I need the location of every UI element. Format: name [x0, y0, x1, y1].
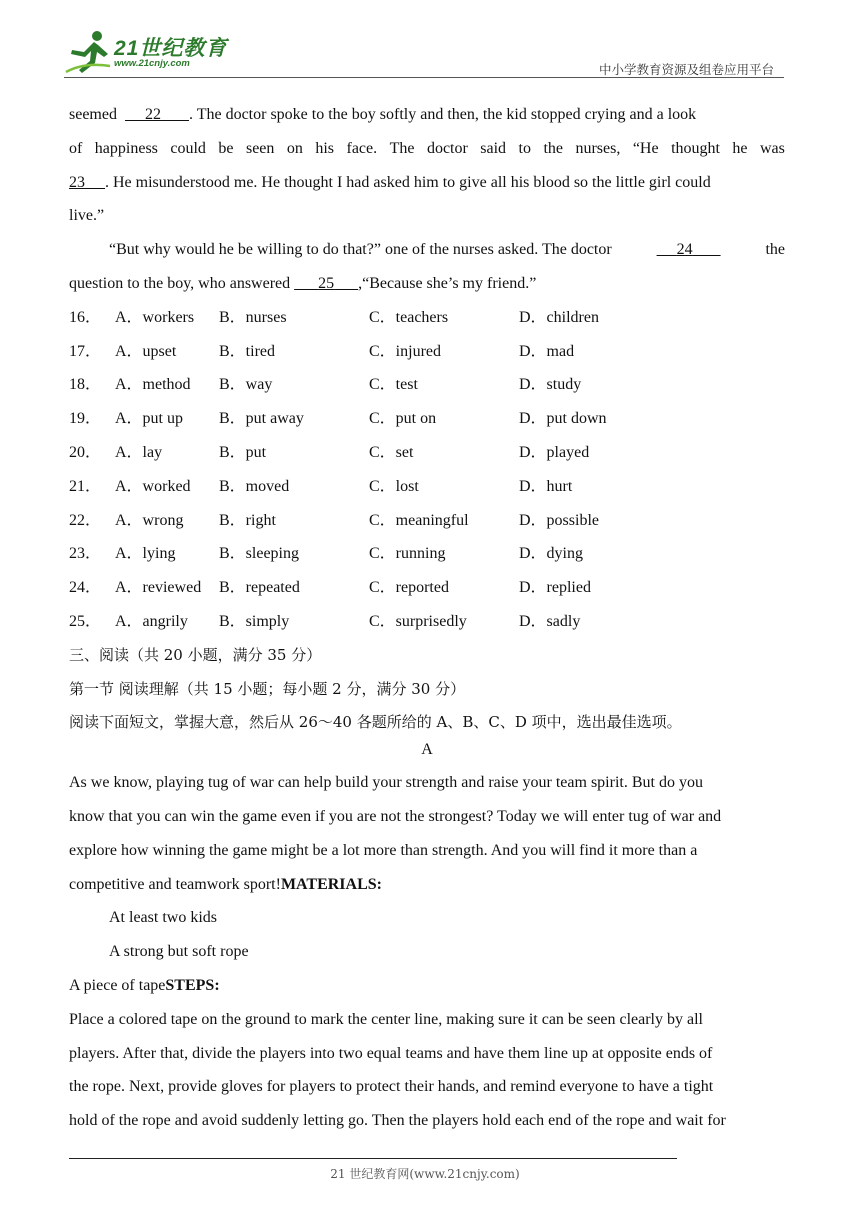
- word: be: [218, 139, 234, 157]
- option-d: D．study: [519, 376, 582, 394]
- option-b: B．moved: [219, 477, 290, 495]
- section-title: 三、阅读（共 20 小题，满分 35 分）: [69, 645, 322, 664]
- option-row: [69, 537, 785, 571]
- option-d: D．mad: [519, 342, 575, 360]
- word: he: [732, 139, 748, 157]
- option-a: A．worked: [115, 477, 191, 495]
- passage-line-2: [69, 132, 785, 166]
- option-c: C．meaningful: [369, 511, 469, 529]
- option-d: D．replied: [519, 579, 591, 597]
- option-c: C．reported: [369, 579, 449, 597]
- option-d: D．sadly: [519, 612, 581, 630]
- option-row: [69, 301, 785, 335]
- option-c: C．test: [369, 376, 418, 394]
- question-number: 22．: [69, 511, 102, 529]
- option-a: A．put up: [115, 410, 184, 428]
- word: face.: [346, 139, 378, 157]
- word: thought: [671, 139, 720, 157]
- material-item: A strong but soft rope: [109, 943, 249, 961]
- passage-line-5: “But why would he be willing to do that?” one of the nurses asked. The doctor 24 the: [69, 233, 785, 267]
- passage-line-1: seemed 22 . The doctor spoke to the boy softly and then, the kid stopped crying and a look: [69, 106, 697, 123]
- footer-divider: [69, 1158, 677, 1159]
- word: nurses,: [575, 139, 621, 157]
- runner-logo-icon: [64, 30, 112, 74]
- option-d: D．put down: [519, 410, 607, 428]
- option-row: [69, 402, 785, 436]
- blank-22: 22: [144, 106, 161, 123]
- footer-text: 21 世纪教育网(www.21cnjy.com): [330, 1167, 520, 1181]
- question-number: 23．: [69, 545, 102, 563]
- steps-line-2: players. After that, divide the players into two equal teams and have them line up at opposite ends of: [69, 1044, 713, 1062]
- word: of: [69, 139, 83, 157]
- option-b: B．put: [219, 443, 267, 461]
- question-number: 25．: [69, 612, 102, 630]
- word: was: [760, 139, 785, 157]
- option-d: D．children: [519, 308, 599, 326]
- material-item: A piece of tapeSTEPS:: [69, 976, 220, 994]
- passage-letter: A: [421, 741, 433, 759]
- word: the: [543, 139, 563, 157]
- word: his: [315, 139, 335, 157]
- option-a: A．lying: [115, 545, 176, 563]
- option-row: [69, 368, 785, 402]
- option-b: B．nurses: [219, 308, 287, 326]
- header-divider: [64, 77, 784, 78]
- reading-line-4: competitive and teamwork sport!MATERIALS:: [69, 875, 382, 893]
- option-c: C．injured: [369, 342, 441, 360]
- option-d: D．hurt: [519, 477, 573, 495]
- option-b: B．way: [219, 376, 273, 394]
- word: said: [480, 139, 507, 157]
- question-number: 17．: [69, 342, 102, 360]
- word: on: [286, 139, 303, 157]
- blank-23: 23: [69, 173, 85, 191]
- part-title: 第一节 阅读理解（共 15 小题；每小题 2 分，满分 30 分）: [69, 679, 466, 698]
- option-d: D．dying: [519, 545, 584, 563]
- page-header: [0, 0, 860, 80]
- steps-line-1: Place a colored tape on the ground to mark the center line, making sure it can be seen clearly by all: [69, 1010, 703, 1028]
- material-item: At least two kids: [109, 909, 217, 927]
- option-row: [69, 605, 785, 639]
- logo-text: 21世纪教育: [114, 37, 228, 60]
- option-d: D．played: [519, 443, 590, 461]
- option-row: [69, 335, 785, 369]
- option-b: B．tired: [219, 342, 275, 360]
- option-b: B．simply: [219, 612, 290, 630]
- option-c: C．lost: [369, 477, 419, 495]
- logo-url: www.21cnjy.com: [114, 58, 190, 69]
- option-a: A．angrily: [115, 612, 188, 630]
- option-a: A．workers: [115, 308, 195, 326]
- question-number: 21．: [69, 477, 102, 495]
- option-row: [69, 504, 785, 538]
- question-number: 19．: [69, 410, 102, 428]
- platform-name: 中小学教育资源及组卷应用平台: [598, 62, 774, 77]
- steps-heading: STEPS:: [165, 976, 220, 994]
- reading-line-2: know that you can win the game even if you are not the strongest? Today we will enter tug of war and: [69, 807, 722, 825]
- option-a: A．lay: [115, 443, 163, 461]
- steps-line-4: hold of the rope and avoid suddenly letting go. Then the players hold each end of the rope and wait for: [69, 1112, 726, 1130]
- option-c: C．teachers: [369, 308, 449, 326]
- option-c: C．running: [369, 545, 446, 563]
- word: “He: [632, 139, 659, 157]
- word: to: [518, 139, 531, 157]
- option-b: B．put away: [219, 410, 304, 428]
- instructions: 阅读下面短文，掌握大意，然后从 26～40 各题所给的 A、B、C、D 项中，选出最佳选项。: [69, 713, 682, 732]
- passage-line-4: live.”: [69, 207, 105, 225]
- option-b: B．sleeping: [219, 545, 299, 563]
- option-d: D．possible: [519, 511, 600, 529]
- passage-line-6: question to the boy, who answered 25 ,“Because she’s my friend.”: [69, 274, 537, 292]
- option-c: C．put on: [369, 410, 437, 428]
- page-content: [69, 98, 785, 1138]
- option-b: B．right: [219, 511, 276, 529]
- passage-line-3: 23 . He misunderstood me. He thought I had asked him to give all his blood so the little girl could: [69, 173, 711, 191]
- steps-line-3: the rope. Next, provide gloves for players to protect their hands, and remind everyone to have a tight: [69, 1078, 714, 1096]
- option-a: A．method: [115, 376, 191, 394]
- option-c: C．surprisedly: [369, 612, 467, 630]
- reading-line-1: As we know, playing tug of war can help build your strength and raise your team spirit. But do you: [69, 774, 703, 792]
- question-number: 18．: [69, 376, 102, 394]
- word: The: [389, 139, 415, 157]
- blank-25: 25: [318, 274, 335, 292]
- option-b: B．repeated: [219, 579, 300, 597]
- option-a: A．reviewed: [115, 579, 202, 597]
- option-row: [69, 571, 785, 605]
- materials-heading: MATERIALS:: [280, 875, 382, 893]
- blank-24: 24: [676, 241, 693, 259]
- word: could: [170, 139, 206, 157]
- options-list: [69, 301, 785, 639]
- word: doctor: [426, 139, 468, 157]
- word: seen: [245, 139, 275, 157]
- option-a: A．wrong: [115, 511, 184, 529]
- question-number: 20．: [69, 443, 102, 461]
- word: happiness: [94, 139, 158, 157]
- option-c: C．set: [369, 443, 414, 461]
- option-row: [69, 470, 785, 504]
- question-number: 16．: [69, 308, 102, 326]
- option-a: A．upset: [115, 342, 177, 360]
- question-number: 24．: [69, 579, 102, 597]
- reading-line-3: explore how winning the game might be a lot more than strength. And you will find it more than a: [69, 841, 698, 859]
- brand-logo: [64, 30, 234, 78]
- option-row: [69, 436, 785, 470]
